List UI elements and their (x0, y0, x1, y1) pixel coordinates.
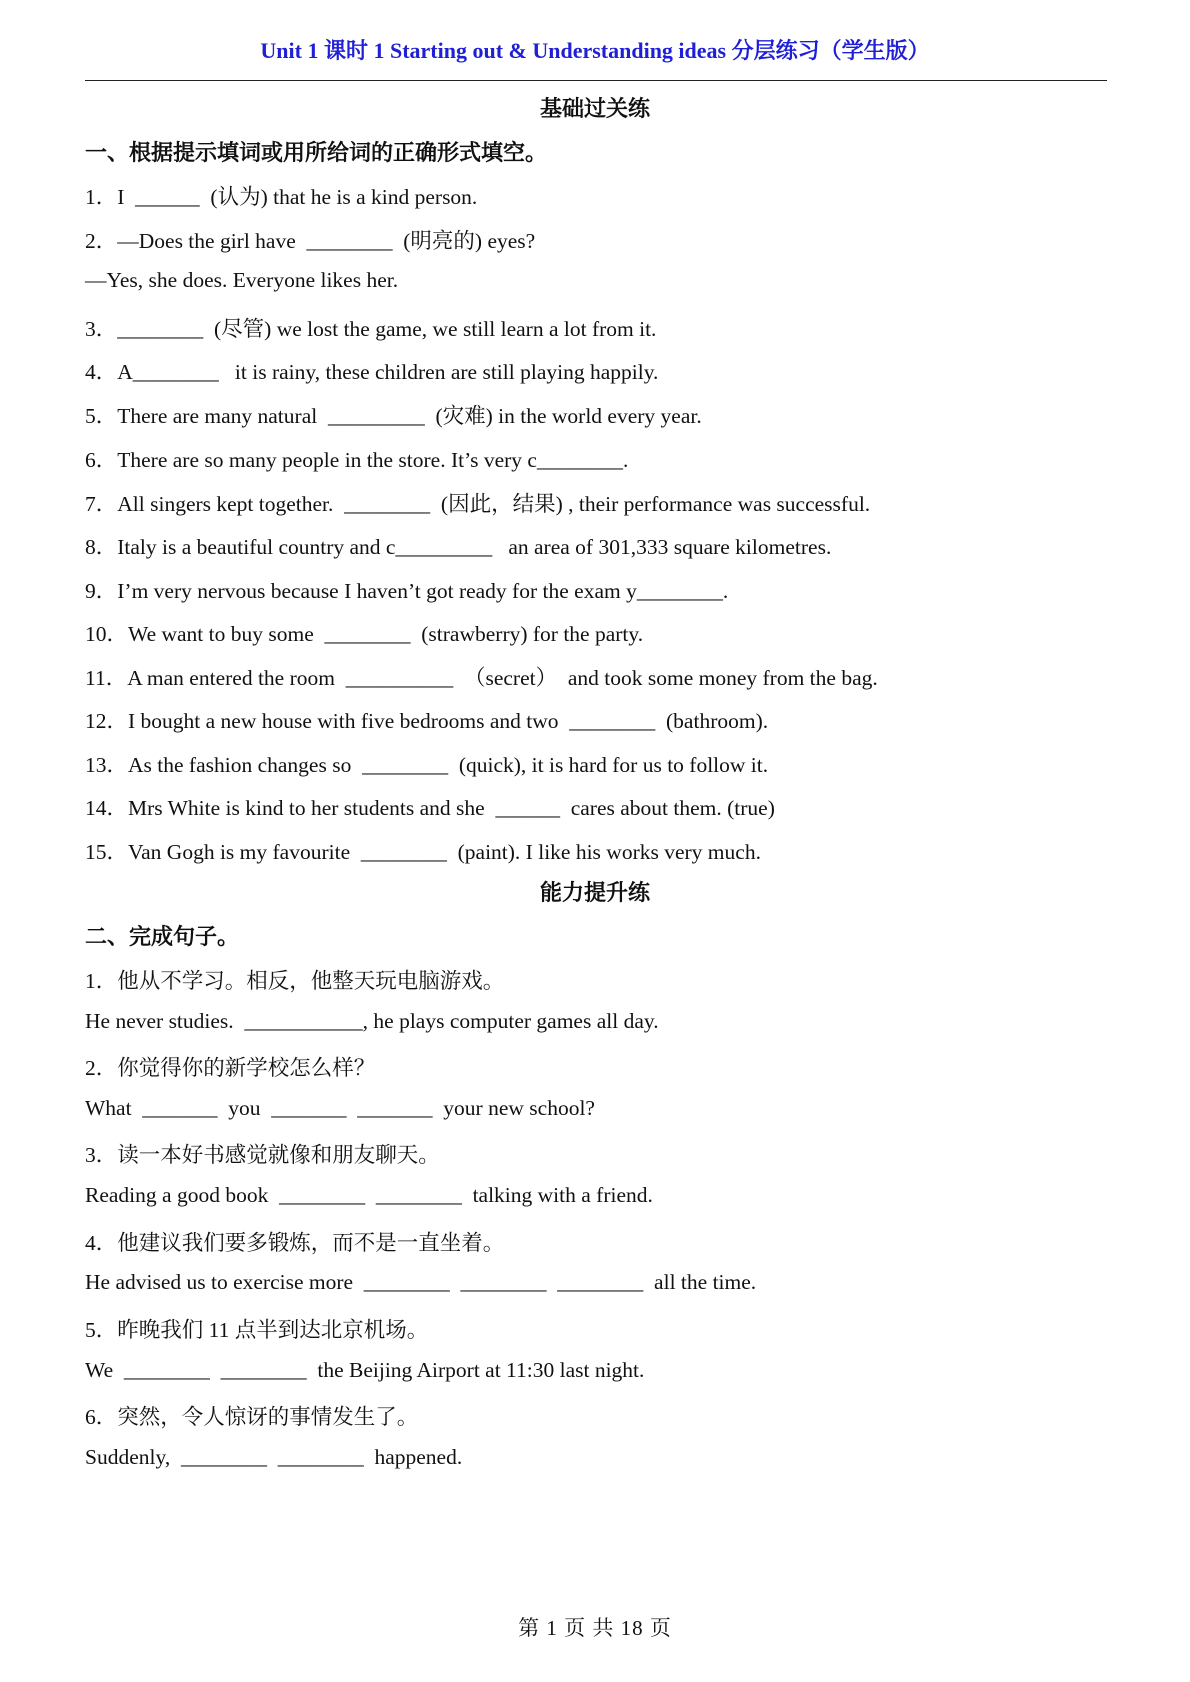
section-title-advanced: 能力提升练 (539, 880, 650, 905)
exercise-line: 3．读一本好书感觉就像和朋友聊天。 (85, 1143, 440, 1167)
exercise-line: 1．I ______ (认为) that he is a kind person. (85, 185, 478, 209)
exercise-line: 8．Italy is a beautiful country and c_________ an area of 301,333 square kilometres. (85, 535, 832, 559)
part2-heading: 二、完成句子。 (85, 924, 240, 949)
exercise-line: Reading a good book ________ ________ talking with a friend. (85, 1183, 653, 1207)
part1-heading: 一、根据提示填词或用所给词的正确形式填空。 (85, 140, 548, 165)
exercise-line: 9．I’m very nervous because I haven’t got ready for the exam y________. (85, 579, 729, 603)
document-header-title: Unit 1 课时 1 Starting out & Understanding ideas 分层练习（学生版） (260, 38, 930, 63)
exercise-line: —Yes, she does. Everyone likes her. (85, 268, 399, 292)
exercise-line: What _______ you _______ _______ your new school? (85, 1096, 595, 1120)
exercise-line: 12．I bought a new house with five bedrooms and two ________ (bathroom). (85, 709, 769, 733)
header-divider (85, 80, 1107, 81)
exercise-line: He advised us to exercise more ________ ________ ________ all the time. (85, 1270, 757, 1294)
exercise-line: Suddenly, ________ ________ happened. (85, 1445, 463, 1469)
exercise-line: 13．As the fashion changes so ________ (quick), it is hard for us to follow it. (85, 753, 769, 777)
exercise-line: 4．他建议我们要多锻炼，而不是一直坐着。 (85, 1231, 505, 1255)
exercise-line: 14．Mrs White is kind to her students and she ______ cares about them. (true) (85, 796, 775, 820)
page-number-footer: 第 1 页 共 18 页 (518, 1616, 672, 1640)
exercise-line: 2．—Does the girl have ________ (明亮的) eyes? (85, 229, 536, 253)
exercise-line: 7．All singers kept together. ________ (因此，结果) , their performance was successful. (85, 492, 871, 516)
exercise-line: 4．A________ it is rainy, these children are still playing happily. (85, 360, 659, 384)
exercise-line: 5．There are many natural _________ (灾难) in the world every year. (85, 404, 702, 428)
exercise-line: 3．________ (尽管) we lost the game, we still learn a lot from it. (85, 317, 657, 341)
exercise-line: He never studies. ___________, he plays computer games all day. (85, 1009, 659, 1033)
exercise-line: 11．A man entered the room __________ （secret） and took some money from the bag. (85, 666, 878, 690)
section-title-basic: 基础过关练 (539, 96, 650, 121)
exercise-line: 15．Van Gogh is my favourite ________ (paint). I like his works very much. (85, 840, 761, 864)
exercise-line: 6．There are so many people in the store. It’s very c________. (85, 448, 629, 472)
exercise-line: 5．昨晚我们 11 点半到达北京机场。 (85, 1318, 429, 1342)
exercise-line: 10．We want to buy some ________ (strawberry) for the party. (85, 622, 644, 646)
exercise-line: 6．突然，令人惊讶的事情发生了。 (85, 1405, 419, 1429)
exercise-line: 1．他从不学习。相反，他整天玩电脑游戏。 (85, 969, 505, 993)
exercise-line: 2．你觉得你的新学校怎么样？ (85, 1056, 376, 1080)
exercise-line: We ________ ________ the Beijing Airport at 11:30 last night. (85, 1358, 645, 1382)
